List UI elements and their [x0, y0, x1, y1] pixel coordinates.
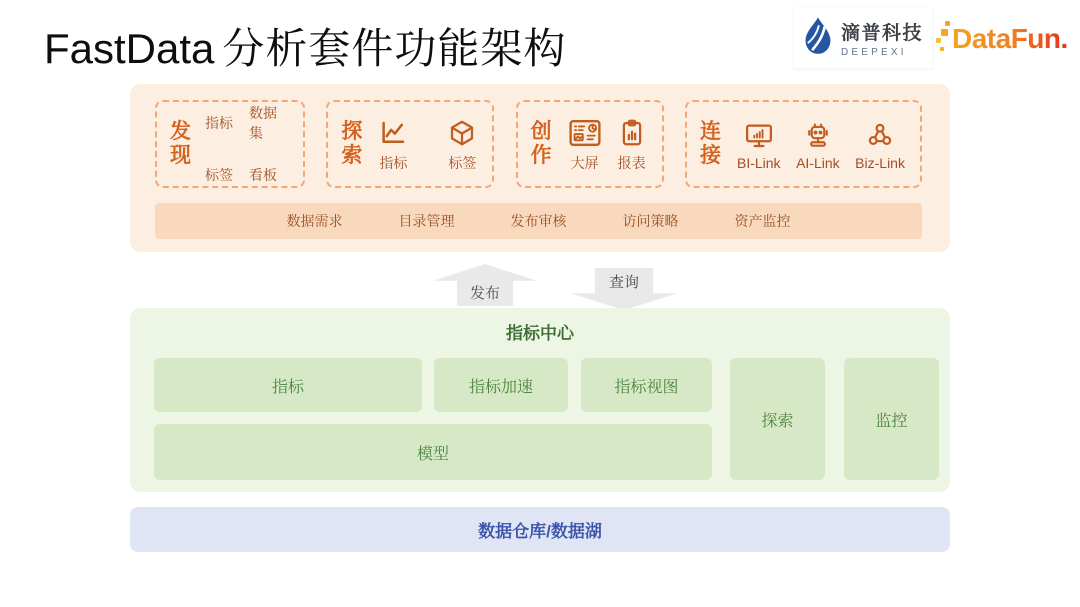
group-discover — [155, 100, 305, 188]
create-item-bigscreen: 大屏 — [568, 116, 602, 173]
metric-center-panel — [130, 308, 950, 492]
deepexi-name — [841, 18, 923, 58]
storage-bar-label: 数据仓库/数据湖 — [478, 522, 602, 541]
analysis-suite-panel — [130, 84, 950, 252]
publish-arrow — [433, 264, 537, 306]
monitor-chart-icon — [743, 118, 775, 150]
report-clipboard-icon — [617, 116, 647, 148]
group-create-items — [566, 116, 649, 173]
connect-item-bi-link: BI-Link — [737, 118, 781, 171]
discover-item-tag: 标签 — [205, 167, 233, 183]
group-create-label: 创作 — [530, 120, 552, 167]
group-connect-items — [735, 118, 907, 171]
connect-item-biz-link: Biz-Link — [855, 118, 905, 171]
metric-block-explore: 探索 — [730, 358, 825, 480]
governance-item-monitor: 资产监控 — [734, 213, 791, 229]
metric-block-acceleration: 指标加速 — [434, 358, 568, 412]
publish-arrow-label: 发布 — [469, 285, 500, 302]
share-nodes-icon — [865, 118, 895, 150]
governance-item-review: 发布审核 — [510, 213, 567, 229]
datafun-logo — [936, 16, 1068, 62]
deepexi-name-zh: 滴普科技 — [841, 23, 924, 44]
datafun-wordmark: DataFun. — [952, 23, 1068, 54]
deepexi-droplet-icon — [802, 15, 834, 62]
deepexi-logo — [794, 8, 932, 68]
group-create — [516, 100, 664, 188]
robot-icon — [803, 118, 833, 150]
query-arrow-label: 查询 — [608, 274, 639, 291]
page-title — [44, 16, 566, 76]
connect-item-ai-link: AI-Link — [796, 118, 840, 171]
cube-icon — [447, 116, 477, 148]
deepexi-name-en: DEEPEXI — [841, 47, 907, 58]
explore-item-metric: 指标 — [378, 116, 408, 173]
group-connect — [685, 100, 922, 188]
query-arrow — [570, 268, 678, 310]
datafun-pixels-icon — [936, 18, 951, 60]
governance-bar — [155, 203, 922, 239]
discover-item-board: 看板 — [249, 167, 277, 183]
group-discover-items — [205, 103, 290, 185]
governance-item-policy: 访问策略 — [622, 213, 679, 229]
metric-center-title: 指标中心 — [506, 324, 574, 343]
group-explore-items — [376, 116, 479, 173]
group-connect-label: 连接 — [699, 120, 721, 167]
create-item-report: 报表 — [617, 116, 647, 173]
page-title-zh: 分析套件功能架构 — [222, 24, 567, 73]
metric-block-monitor: 监控 — [844, 358, 939, 480]
explore-item-tag: 标签 — [447, 116, 477, 173]
metric-block-view: 指标视图 — [581, 358, 712, 412]
governance-item-catalog: 目录管理 — [398, 213, 455, 229]
line-chart-icon — [378, 116, 408, 148]
group-explore-label: 探索 — [341, 120, 363, 167]
metric-block-model: 模型 — [154, 424, 712, 480]
storage-bar — [130, 507, 950, 552]
dashboard-screen-icon — [568, 116, 602, 148]
page-title-en: FastData — [44, 25, 215, 72]
suite-groups-row — [155, 100, 922, 188]
group-explore — [326, 100, 494, 188]
governance-item-demand: 数据需求 — [286, 213, 343, 229]
discover-item-dataset: 数据集 — [249, 105, 277, 141]
discover-item-metric: 指标 — [205, 115, 233, 131]
group-discover-label: 发现 — [170, 120, 191, 167]
metric-block-metric: 指标 — [154, 358, 422, 412]
